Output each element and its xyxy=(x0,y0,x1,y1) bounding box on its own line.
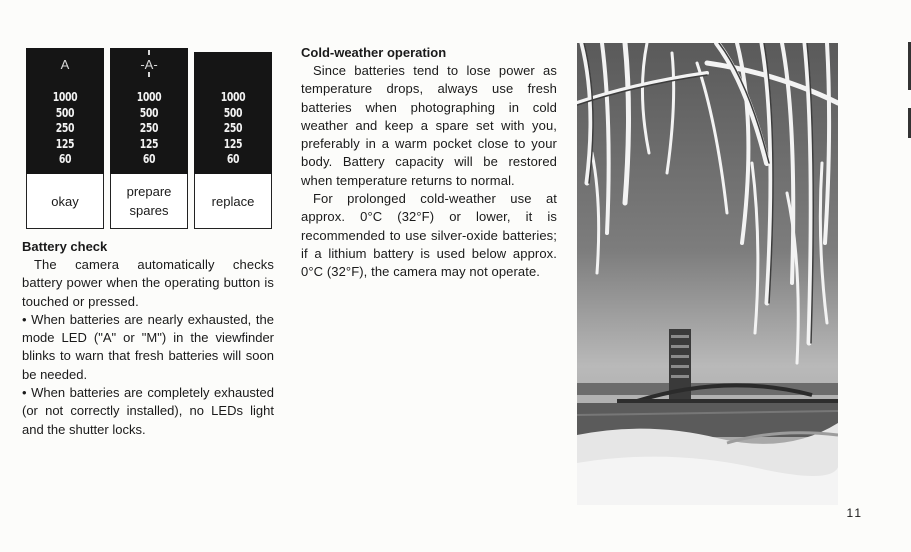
status-label-text: replace xyxy=(211,193,255,209)
speed-1000: 1000 xyxy=(52,90,78,104)
shutter-speed-scale xyxy=(203,90,264,168)
speed-1000: 1000 xyxy=(220,90,246,104)
led-diagram-row xyxy=(26,48,276,234)
shutter-speed-scale xyxy=(119,90,180,168)
mode-led: A xyxy=(144,57,154,72)
page-number: 11 xyxy=(846,506,863,520)
speed-60: 60 xyxy=(58,152,72,166)
speed-250: 250 xyxy=(55,121,75,135)
cold-weather-section xyxy=(301,44,557,282)
status-label-text xyxy=(127,182,172,220)
speed-500: 500 xyxy=(55,105,75,120)
cold-weather-paragraph-1: Since batteries tend to lose power as temperature drops, always use fresh batteries when photographing in cold weather and keep a spare set with you, preferably in a warm pocket close to your body. Battery capacity will be restored when temperature returns to normal. xyxy=(301,63,557,188)
battery-check-intro: The camera automatically checks battery power when the operating button is touched or pressed. xyxy=(22,257,274,309)
cold-weather-paragraph-2: For prolonged cold-weather use at approx. 0°C (32°F) or lower, it is recommended to use silver-oxide batteries; if a lithium battery is used below approx. 0°C (32°F), the camera may not operate. xyxy=(301,191,557,280)
speed-1000: 1000 xyxy=(136,90,162,104)
speed-250: 250 xyxy=(139,121,159,135)
battery-check-section xyxy=(22,238,274,439)
speed-500: 500 xyxy=(139,105,159,120)
blink-tick-icon xyxy=(148,72,150,77)
shutter-speed-scale xyxy=(35,90,96,168)
viewfinder-led-display xyxy=(110,48,188,174)
status-label xyxy=(110,174,188,229)
led-panel-prepare-spares xyxy=(110,48,188,229)
status-label-line-1: prepare xyxy=(126,184,172,199)
status-label-line-2: spares xyxy=(129,203,169,218)
winter-scene-illustration xyxy=(577,43,838,505)
speed-125: 125 xyxy=(139,136,159,151)
speed-60: 60 xyxy=(226,152,240,166)
mode-led: A xyxy=(60,57,70,72)
battery-check-bullet-completely-exhausted: • When batteries are completely exhausted (or not correctly installed), no LEDs light and the shutter locks. xyxy=(22,385,274,437)
status-label-text: okay xyxy=(51,193,79,209)
blink-dash-icon: - xyxy=(140,57,145,72)
winter-photo-frosted-branches xyxy=(577,43,838,505)
status-label xyxy=(194,174,272,229)
status-label xyxy=(26,174,104,229)
section-heading: Cold-weather operation xyxy=(301,45,447,60)
section-heading: Battery check xyxy=(22,239,108,254)
speed-250: 250 xyxy=(223,121,243,135)
blink-tick-icon xyxy=(148,50,150,55)
viewfinder-led-display xyxy=(194,52,272,174)
speed-60: 60 xyxy=(142,152,156,166)
speed-125: 125 xyxy=(223,136,243,151)
led-panel-okay xyxy=(26,48,104,229)
blink-dash-icon: - xyxy=(153,57,158,72)
mode-led-blinking xyxy=(110,57,188,72)
viewfinder-led-display xyxy=(26,48,104,174)
led-panel-replace xyxy=(194,52,272,229)
battery-check-bullet-nearly-exhausted: • When batteries are nearly exhausted, the mode LED ("A" or "M") in the viewfinder blinks to warn that fresh batteries will soon be needed. xyxy=(22,311,274,382)
speed-500: 500 xyxy=(223,105,243,120)
speed-125: 125 xyxy=(55,136,75,151)
